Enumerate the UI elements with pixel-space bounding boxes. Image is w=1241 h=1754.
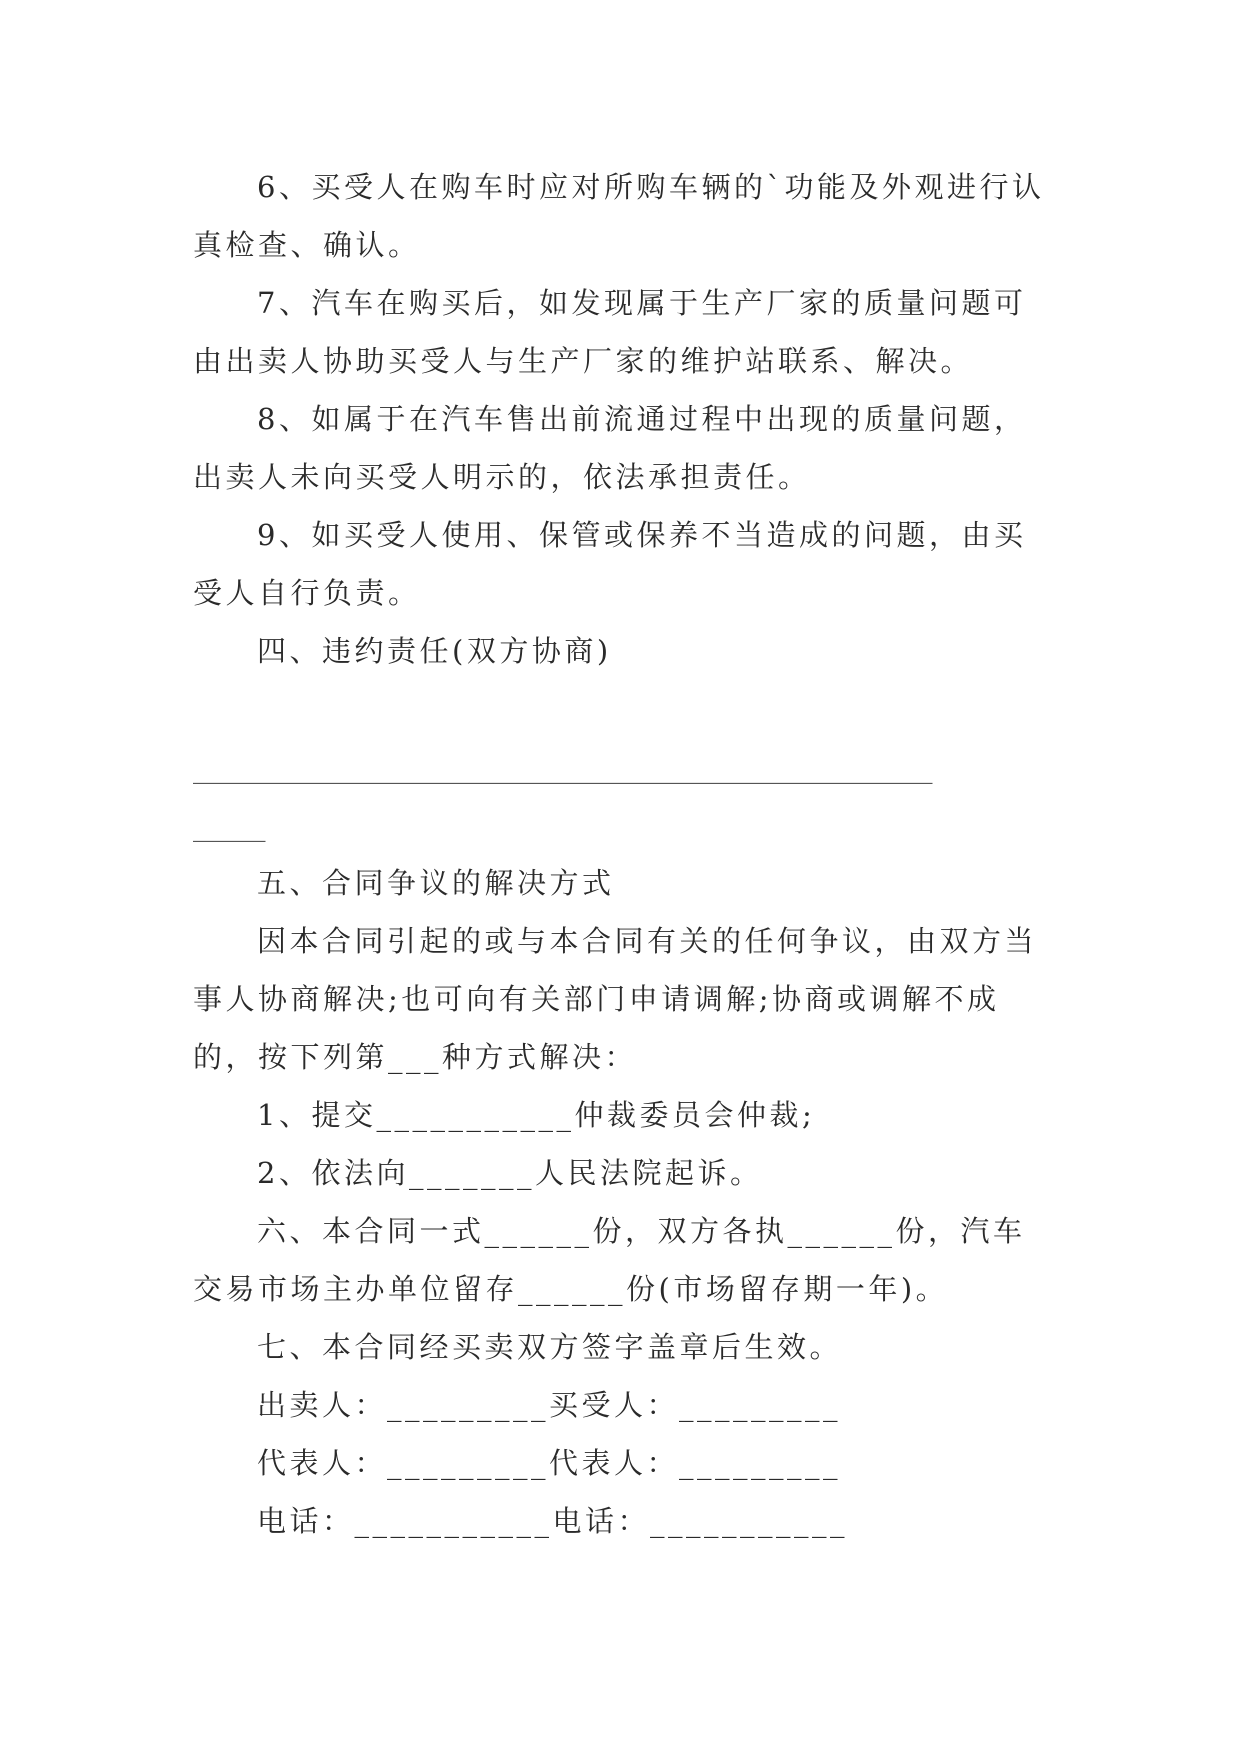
option-1: 1、提交___________仲裁委员会仲裁; [257,1098,816,1132]
signature-row-seller-buyer: 出卖人：_________买受人：_________ [257,1388,842,1422]
section-5-heading: 五、合同争议的解决方式 [257,866,615,900]
clause-7: 7、汽车在购买后，如发现属于生产厂家的质量问题可由出卖人协助买受人与生产厂家的维护站联系、解决。 [193,286,1027,378]
signature-row-representatives: 代表人：_________代表人：_________ [257,1446,842,1480]
section-5-body: 因本合同引起的或与本合同有关的任何争议，由双方当事人协商解决;也可向有关部门申请调解;协商或调解不成的，按下列第___种方式解决： [193,924,1038,1074]
section-4-heading: 四、违约责任(双方协商) [257,634,612,668]
clause-9: 9、如买受人使用、保管或保养不当造成的问题，由买受人自行负责。 [193,518,1027,610]
fill-in-line-short: _____ [193,808,266,842]
signature-row-phone: 电话：___________电话：___________ [257,1504,849,1538]
fill-in-line: ___________________________________________________ [193,750,933,784]
option-2: 2、依法向_______人民法院起诉。 [257,1156,763,1190]
section-6: 六、本合同一式______份，双方各执______份，汽车交易市场主办单位留存______份(市场留存期一年)。 [193,1214,1026,1306]
clause-8: 8、如属于在汽车售出前流通过程中出现的质量问题，出卖人未向买受人明示的，依法承担责任。 [193,402,1027,494]
clause-6: 6、买受人在购车时应对所购车辆的`功能及外观进行认真检查、确认。 [193,170,1045,262]
section-7: 七、本合同经买卖双方签字盖章后生效。 [257,1330,843,1364]
contract-body [193,158,1053,1550]
spacer [193,680,1053,738]
